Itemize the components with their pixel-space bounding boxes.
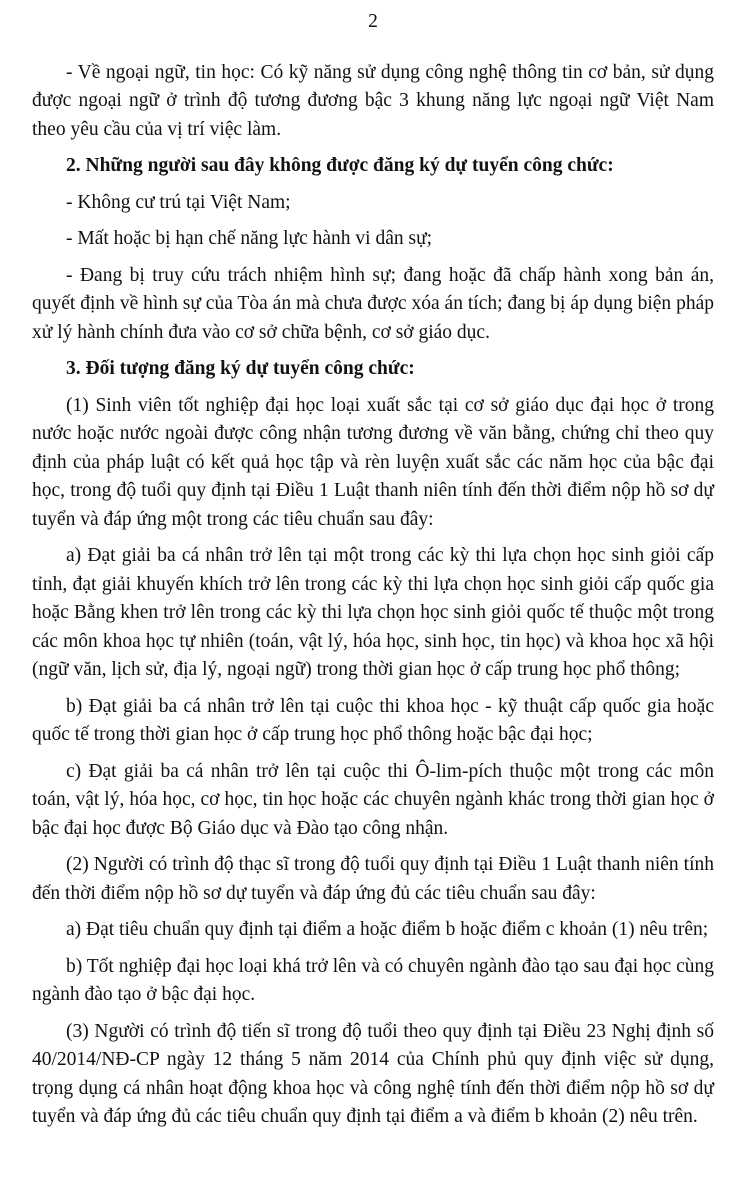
para-item-2a: a) Đạt tiêu chuẩn quy định tại điểm a hoặc điểm b hoặc điểm c khoản (1) nêu trên; [66, 919, 709, 940]
para-item-3: (3) Người có trình độ tiến sĩ trong độ tuổi theo quy định tại Điều 23 Nghị định số 40/2014/NĐ-CP ngày 12 tháng 5 năm 2014 của Chính phủ quy định việc sử dụng, trọng dụng cá nhân hoạt động khoa học và công nghệ tính đến thời điểm nộp hồ sơ dự tuyển và đáp ứng đủ các tiêu chuẩn quy định tại điểm a và điểm b khoản (2) nêu trên. [32, 1020, 714, 1127]
para-item-2: (2) Người có trình độ thạc sĩ trong độ tuổi quy định tại Điều 1 Luật thanh niên tính đến thời điểm nộp hồ sơ dự tuyển và đáp ứng đủ các tiêu chuẩn sau đây: [32, 854, 714, 904]
para-item-2b: b) Tốt nghiệp đại học loại khá trở lên và có chuyên ngành đào tạo sau đại học cùng ngành đào tạo ở bậc đại học. [32, 955, 714, 1005]
para-not-resident: - Không cư trú tại Việt Nam; [66, 191, 291, 213]
para-foreign-language-it: - Về ngoại ngữ, tin học: Có kỹ năng sử dụng công nghệ thông tin cơ bản, sử dụng được ngoại ngữ ở trình độ tương đương bậc 3 khung năng lực ngoại ngữ Việt Nam theo yêu cầu của vị trí việc làm. [32, 61, 714, 140]
para-item-1: (1) Sinh viên tốt nghiệp đại học loại xuất sắc tại cơ sở giáo dục đại học ở trong nước hoặc nước ngoài được công nhận tương đương về văn bằng, chứng chỉ theo quy định của pháp luật có kết quả học tập và rèn luyện xuất sắc các năm học của bậc đại học, trong độ tuổi quy định tại Điều 1 Luật thanh niên tính đến thời điểm nộp hồ sơ dự tuyển và đáp ứng một trong các tiêu chuẩn sau đây: [32, 394, 714, 530]
para-item-1b: b) Đạt giải ba cá nhân trở lên tại cuộc thi khoa học - kỹ thuật cấp quốc gia hoặc quốc tế trong thời gian học ở cấp trung học phổ thông hoặc bậc đại học; [32, 695, 714, 745]
page-number: 2 [368, 11, 378, 32]
para-item-1a: a) Đạt giải ba cá nhân trở lên tại một trong các kỳ thi lựa chọn học sinh giỏi cấp tỉnh, đạt giải khuyến khích trở lên trong các kỳ thi lựa chọn học sinh giỏi cấp quốc gia hoặc Bằng khen trở lên trong các kỳ thi lựa chọn học sinh giỏi quốc tế thuộc một trong các môn khoa học tự nhiên (toán, vật lý, hóa học, sinh học, tin học) và khoa học xã hội (ngữ văn, lịch sử, địa lý, ngoại ngữ) trong thời gian học ở cấp trung học phổ thông; [32, 545, 714, 680]
heading-section-2: 2. Những người sau đây không được đăng ký dự tuyển công chức: [66, 155, 614, 176]
heading-section-3: 3. Đối tượng đăng ký dự tuyển công chức: [66, 358, 415, 379]
para-item-1c: c) Đạt giải ba cá nhân trở lên tại cuộc thi Ô-lim-pích thuộc một trong các môn toán, vật lý, hóa học, cơ học, tin học hoặc các chuyên ngành khác trong thời gian học ở bậc đại học được Bộ Giáo dục và Đào tạo công nhận. [32, 760, 714, 839]
para-criminal: - Đang bị truy cứu trách nhiệm hình sự; đang hoặc đã chấp hành xong bản án, quyết định về hình sự của Tòa án mà chưa được xóa án tích; đang bị áp dụng biện pháp xử lý hành chính đưa vào cơ sở chữa bệnh, cơ sở giáo dục. [32, 264, 714, 343]
para-civil-capacity: - Mất hoặc bị hạn chế năng lực hành vi dân sự; [66, 228, 433, 249]
